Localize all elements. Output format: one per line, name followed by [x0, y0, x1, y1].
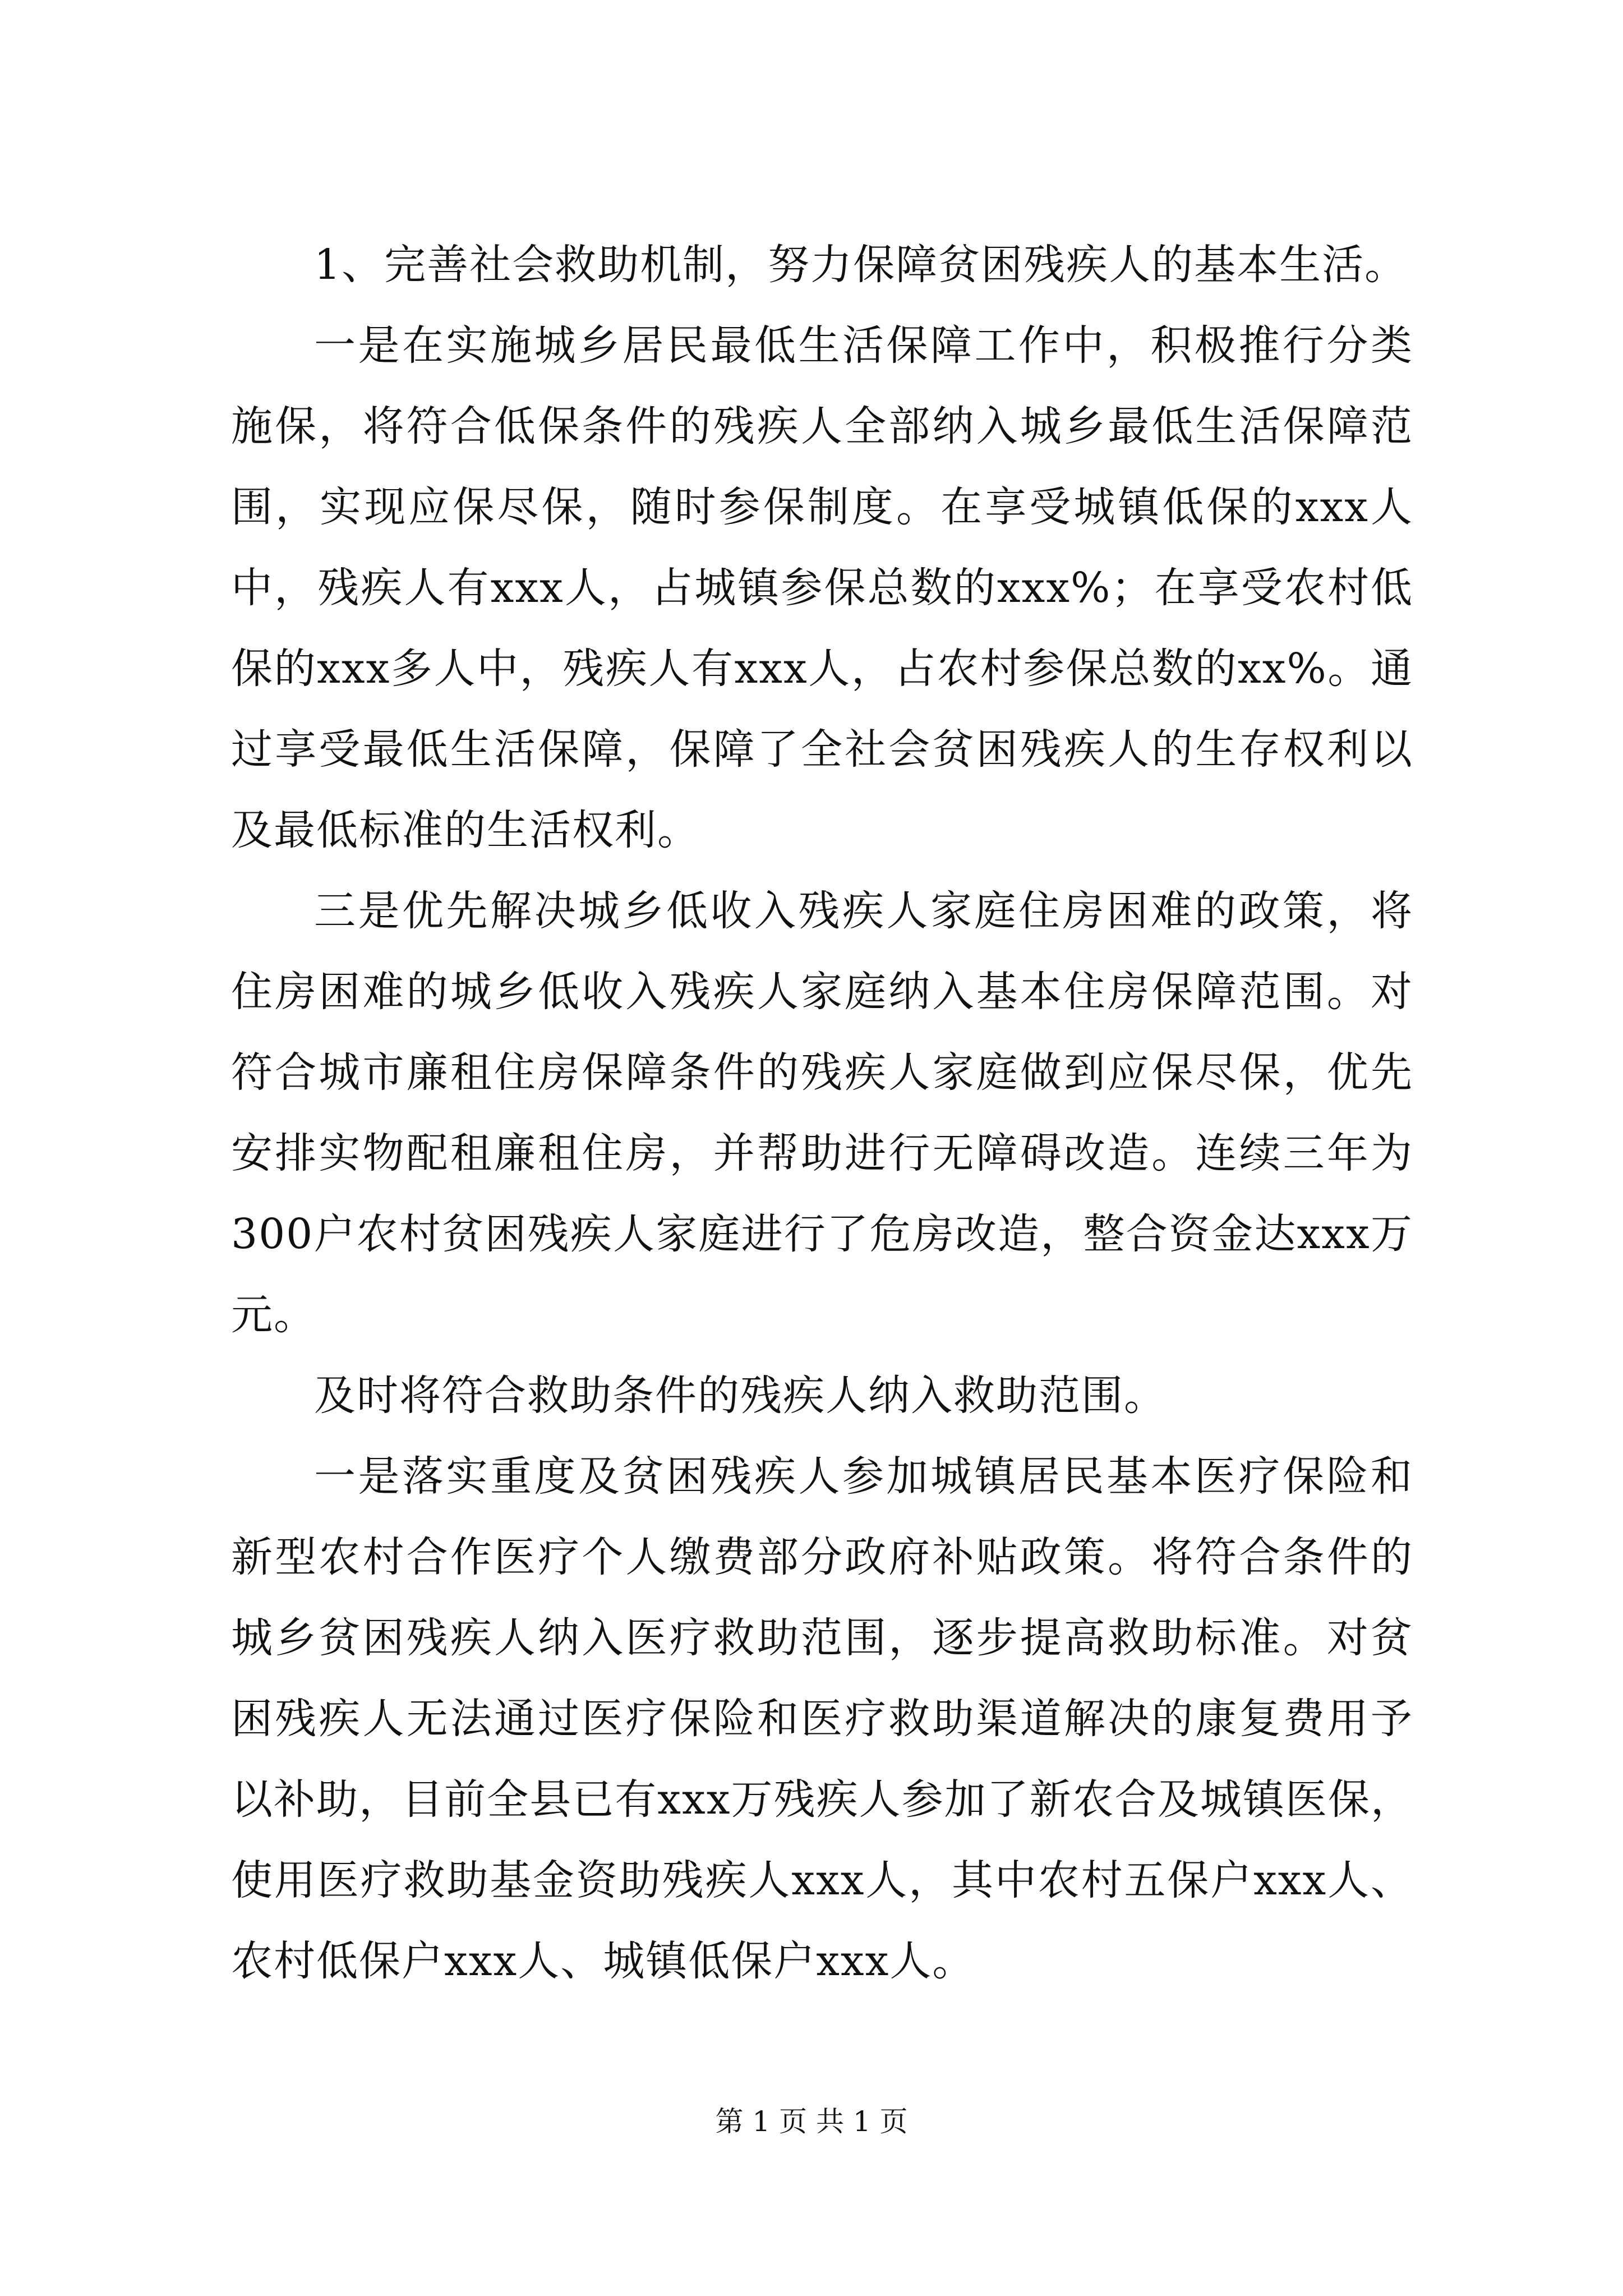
page-footer: 第 1 页 共 1 页 [715, 2105, 908, 2138]
document-body [231, 224, 1413, 2001]
paragraph-4: 及时将符合救助条件的残疾人纳入救助范围。 [314, 1372, 1166, 1420]
paragraph-3: 三是优先解决城乡低收入残疾人家庭住房困难的政策，将住房困难的城乡低收入残疾人家庭纳入基本住房保障范围。对符合城市廉租住房保障条件的残疾人家庭做到应保尽保，优先安排实物配租廉租住房，并帮助进行无障碍改造。连续三年为300户农村贫困残疾人家庭进行了危房改造，整合资金达xxx万元。 [231, 887, 1413, 1339]
paragraph-1: 1、完善社会救助机制，努力保障贫困残疾人的基本生活。 [314, 241, 1408, 289]
paragraph-2: 一是在实施城乡居民最低生活保障工作中，积极推行分类施保，将符合低保条件的残疾人全部纳入城乡最低生活保障范围，实现应保尽保，随时参保制度。在享受城镇低保的xxx人中，残疾人有xxx人，占城镇参保总数的xxx%；在享受农村低保的xxx多人中，残疾人有xxx人，占农村参保总数的xx%。通过享受最低生活保障，保障了全社会贫困残疾人的生存权利以及最低标准的生活权利。 [231, 321, 1413, 854]
paragraph-5: 一是落实重度及贫困残疾人参加城镇居民基本医疗保险和新型农村合作医疗个人缴费部分政府补贴政策。将符合条件的城乡贫困残疾人纳入医疗救助范围，逐步提高救助标准。对贫困残疾人无法通过医疗保险和医疗救助渠道解决的康复费用予以补助，目前全县已有xxx万残疾人参加了新农合及城镇医保，使用医疗救助基金资助残疾人xxx人，其中农村五保户xxx人、农村低保户xxx人、城镇低保户xxx人。 [231, 1452, 1413, 1985]
